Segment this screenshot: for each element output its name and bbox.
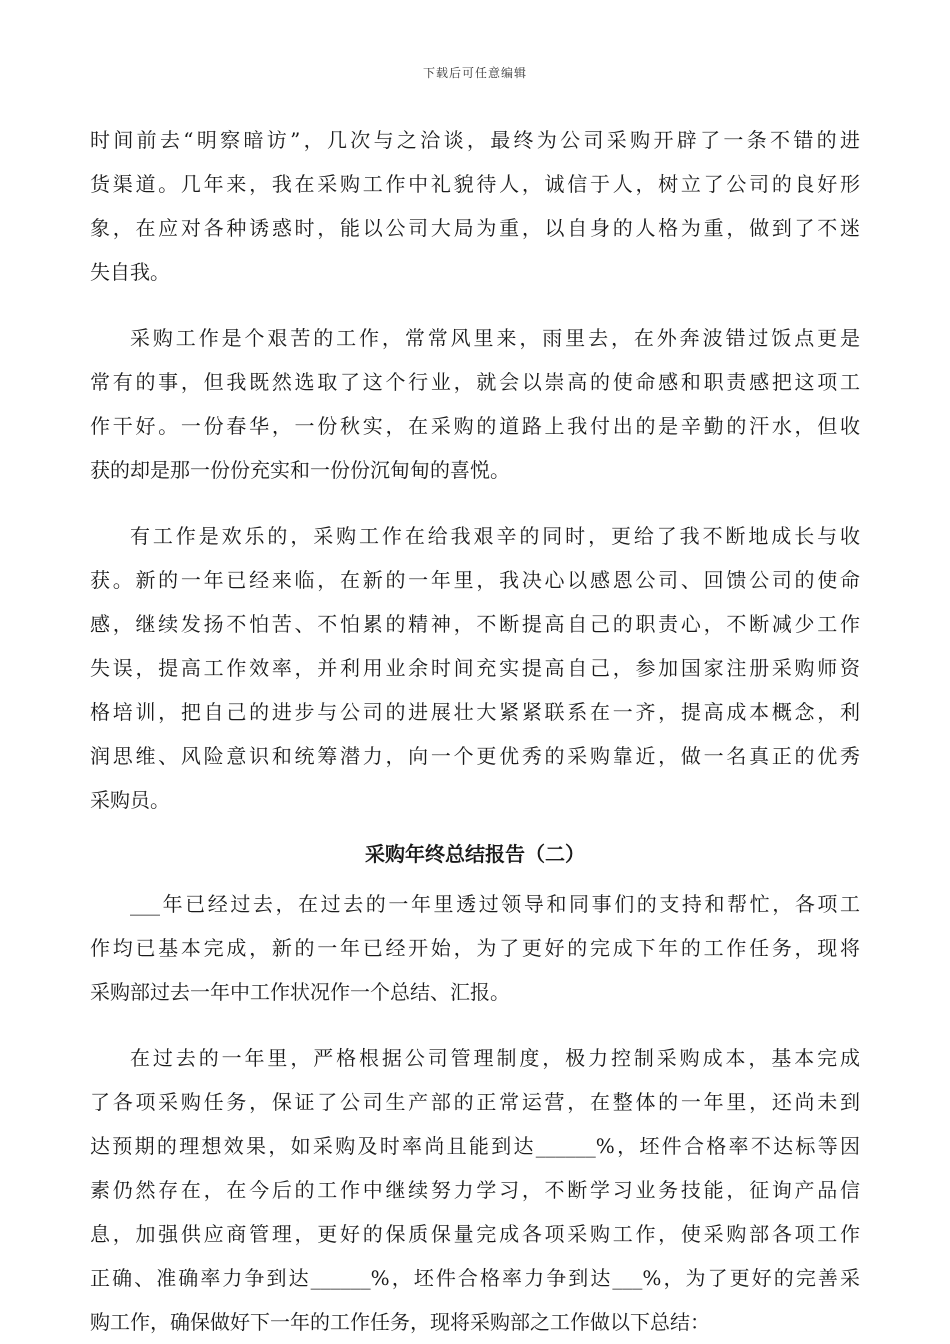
paragraph <box>90 882 860 1014</box>
text-line: 购工作，确保做好下一年的工作任务，现将采购部之工作做以下总结： <box>90 1310 710 1334</box>
paragraph <box>90 1036 860 1344</box>
text-line: 达预期的理想效果，如采购及时率尚且能到达______%，坯件合格率不达标等因 <box>90 1134 860 1158</box>
text-line: 正确、准确率力争到达______%，坯件合格率力争到达___%，为了更好的完善采 <box>90 1266 860 1290</box>
document-body <box>90 118 860 1344</box>
paragraph <box>90 118 860 294</box>
text-line: 常有的事，但我既然选取了这个行业，就会以崇高的使命感和职责感把这项工 <box>90 370 860 394</box>
text-line: 象，在应对各种诱惑时，能以公司大局为重，以自身的人格为重，做到了不迷 <box>90 216 860 240</box>
text-line: 获的却是那一份份充实和一份份沉甸甸的喜悦。 <box>90 458 510 482</box>
section-title: 采购年终总结报告（二） <box>365 842 585 866</box>
paragraph <box>90 316 860 492</box>
text-line: 采购员。 <box>90 788 170 812</box>
text-line: 采购部过去一年中工作状况作一个总结、汇报。 <box>90 980 510 1004</box>
text-line: 失误，提高工作效率，并利用业余时间充实提高自己，参加国家注册采购师资 <box>90 656 860 680</box>
text-line: 润思维、风险意识和统筹潜力，向一个更优秀的采购靠近，做一名真正的优秀 <box>90 744 860 768</box>
text-line: 有工作是欢乐的，采购工作在给我艰辛的同时，更给了我不断地成长与收 <box>130 524 860 548</box>
text-line: 采购工作是个艰苦的工作，常常风里来，雨里去，在外奔波错过饭点更是 <box>130 326 860 350</box>
text-line: 作干好。一份春华，一份秋实，在采购的道路上我付出的是辛勤的汗水，但收 <box>90 414 860 438</box>
paragraph <box>90 514 860 822</box>
text-line: ___年已经过去，在过去的一年里透过领导和同事们的支持和帮忙，各项工 <box>130 892 860 916</box>
text-line: 格培训，把自己的进步与公司的进展壮大紧紧联系在一齐，提高成本概念，利 <box>90 700 860 724</box>
text-line: 在过去的一年里，严格根据公司管理制度，极力控制采购成本，基本完成 <box>130 1046 860 1070</box>
text-line: 获。新的一年已经来临，在新的一年里，我决心以感恩公司、回馈公司的使命 <box>90 568 860 592</box>
text-line: 了各项采购任务，保证了公司生产部的正常运营，在整体的一年里，还尚未到 <box>90 1090 860 1114</box>
text-line: 感，继续发扬不怕苦、不怕累的精神，不断提高自己的职责心，不断减少工作 <box>90 612 860 636</box>
text-line: 时间前去“明察暗访”，几次与之洽谈，最终为公司采购开辟了一条不错的进 <box>90 128 860 152</box>
text-line: 素仍然存在，在今后的工作中继续努力学习，不断学习业务技能，征询产品信 <box>90 1178 860 1202</box>
text-line: 货渠道。几年来，我在采购工作中礼貌待人，诚信于人，树立了公司的良好形 <box>90 172 860 196</box>
text-line: 作均已基本完成，新的一年已经开始，为了更好的完成下年的工作任务，现将 <box>90 936 860 960</box>
page-header: 下载后可任意编辑 <box>422 66 527 80</box>
text-line: 失自我。 <box>90 260 170 284</box>
text-line: 息，加强供应商管理，更好的保质保量完成各项采购工作，使采购部各项工作 <box>90 1222 860 1246</box>
